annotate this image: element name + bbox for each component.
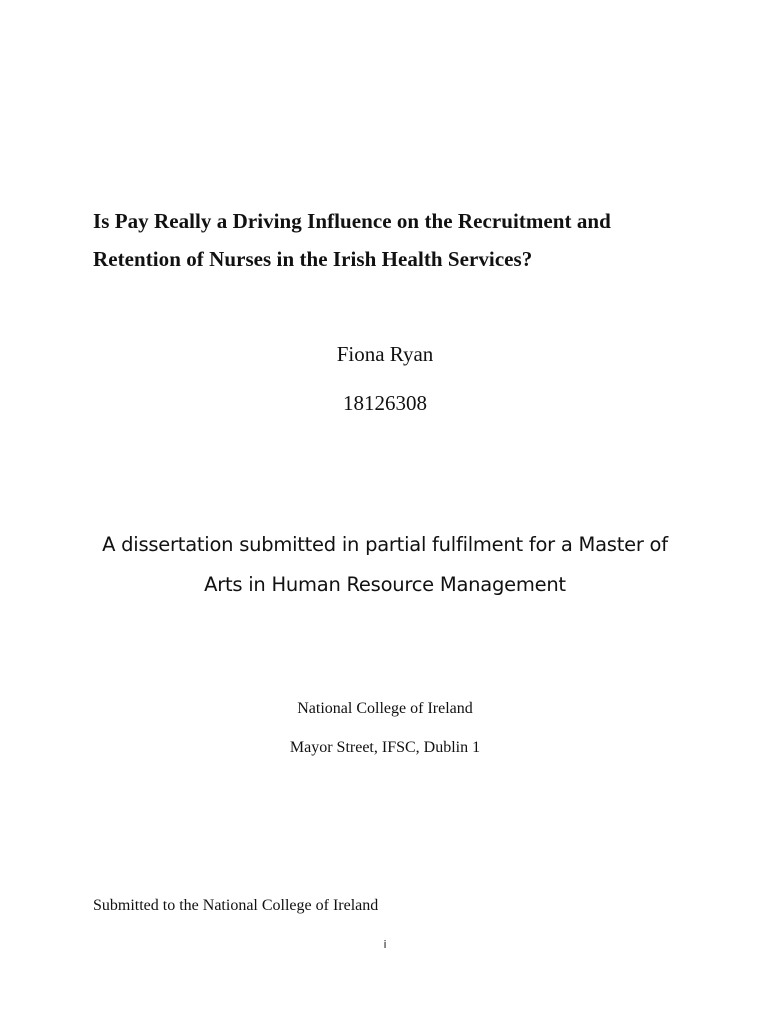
thesis-title-line-1: Is Pay Really a Driving Influence on the Recruitment and <box>93 209 611 233</box>
institution-address: Mayor Street, IFSC, Dublin 1 <box>289 739 481 756</box>
page-number: i <box>383 938 387 951</box>
dissertation-statement-line-2: Arts in Human Resource Management <box>204 573 566 596</box>
dissertation-statement-line-1: A dissertation submitted in partial fulfilment for a Master of <box>102 533 668 556</box>
thesis-title-line-2: Retention of Nurses in the Irish Health Services? <box>93 247 533 271</box>
institution-name: National College of Ireland <box>297 700 473 717</box>
author-name: Fiona Ryan <box>336 342 434 366</box>
submission-statement: Submitted to the National College of Ireland <box>93 897 379 914</box>
student-id: 18126308 <box>343 391 427 415</box>
